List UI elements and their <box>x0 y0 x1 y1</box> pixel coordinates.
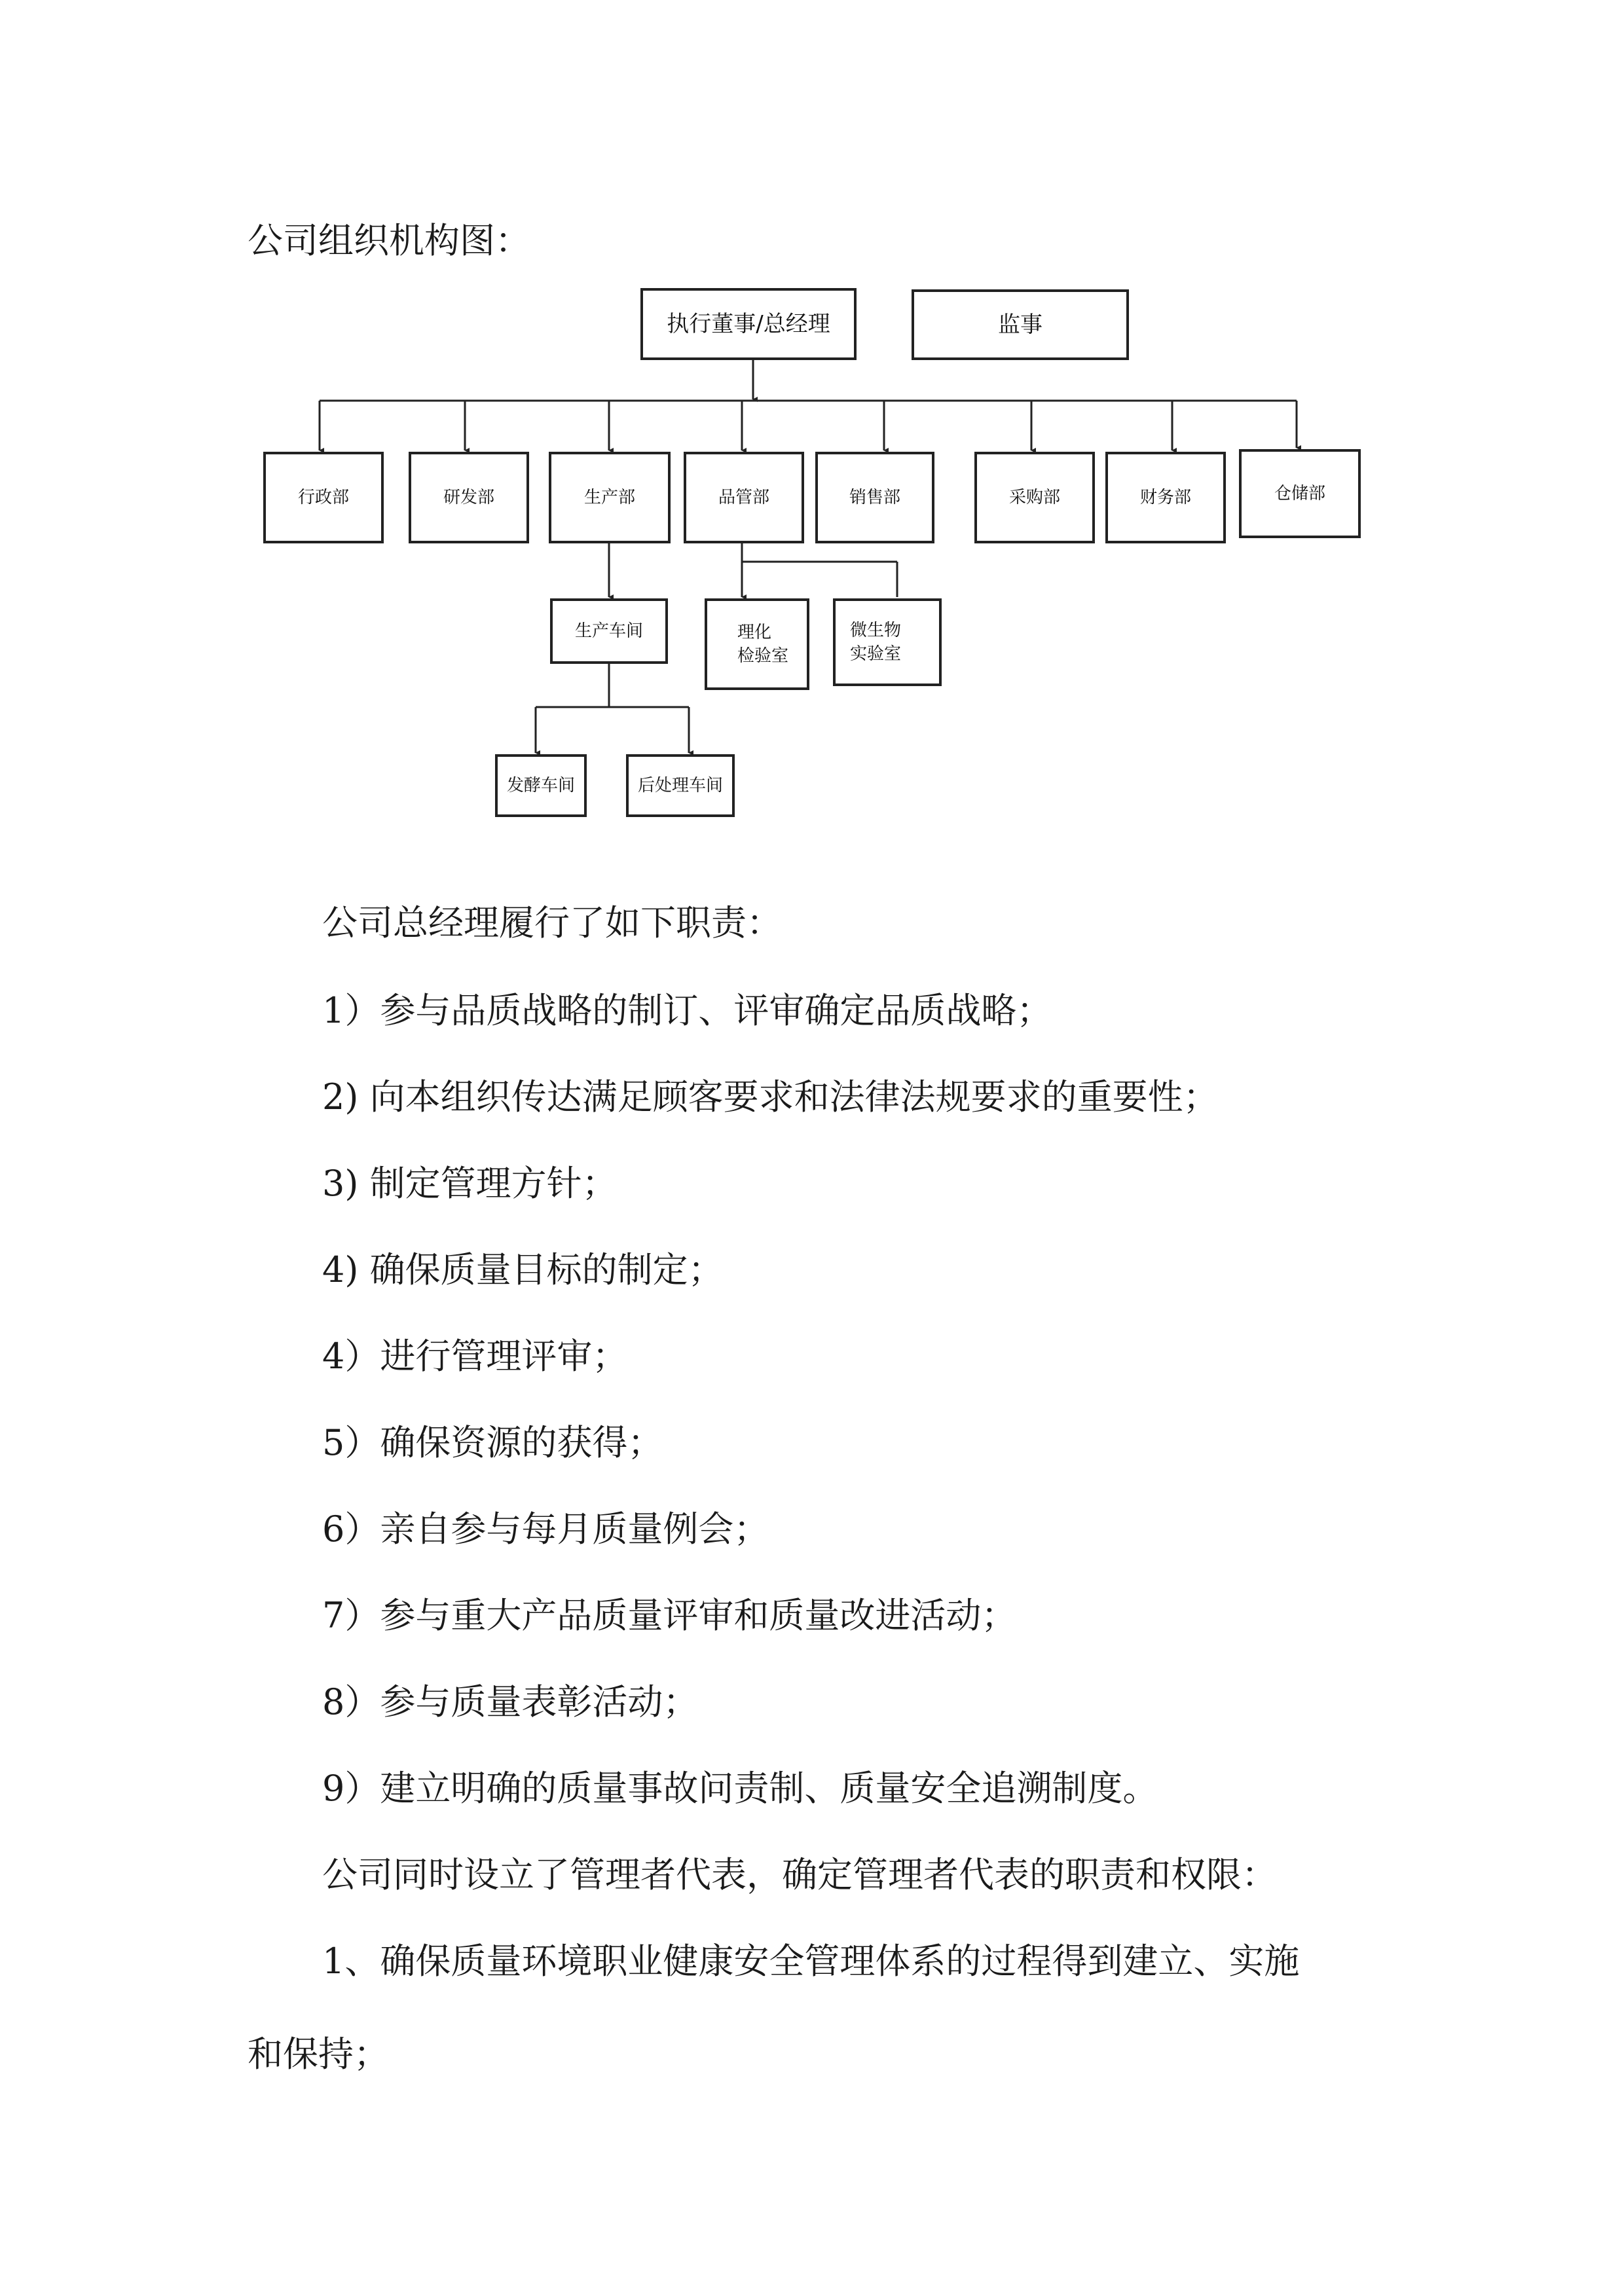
duty-item: 9）建立明确的质量事故问责制、质量安全追溯制度。 <box>322 1768 1158 1809</box>
duty-item: 4) 确保质量目标的制定； <box>322 1249 724 1290</box>
duty-item: 1）参与品质战略的制订、评审确定品质战略； <box>322 990 1052 1031</box>
duty-item: 7）参与重大产品质量评审和质量改进活动； <box>322 1595 1017 1636</box>
post-processing-workshop-box: 后处理车间 <box>626 754 735 817</box>
microbio-lab-label: 微生物 实验室 <box>850 621 902 664</box>
dept-sales-box: 销售部 <box>815 452 934 543</box>
duty-item: 3) 制定管理方针； <box>322 1163 618 1204</box>
duty-item: 8）参与质量表彰活动； <box>322 1681 699 1722</box>
dept-production-box: 生产部 <box>549 452 671 543</box>
dept-admin-box: 行政部 <box>263 452 384 543</box>
physchem-lab-box <box>705 598 809 690</box>
management-rep-item-line2: 和保持； <box>248 2033 389 2075</box>
management-rep-item-line1: 1、确保质量环境职业健康安全管理体系的过程得到建立、实施 <box>322 1941 1300 1982</box>
duty-item: 4）进行管理评审； <box>322 1336 628 1377</box>
physchem-lab-label: 理化 检验室 <box>737 623 789 666</box>
page-title: 公司组织机构图： <box>248 220 530 261</box>
dept-rnd-box: 研发部 <box>409 452 529 543</box>
org-chart-connectors <box>0 0 1624 851</box>
duties-intro: 公司总经理履行了如下职责： <box>322 902 782 943</box>
production-workshop-box: 生产车间 <box>550 598 668 664</box>
management-rep-intro: 公司同时设立了管理者代表，确定管理者代表的职责和权限： <box>322 1854 1277 1895</box>
dept-finance-box: 财务部 <box>1105 452 1226 543</box>
dept-purchasing-box: 采购部 <box>974 452 1095 543</box>
fermentation-workshop-box: 发酵车间 <box>495 754 587 817</box>
supervisor-box: 监事 <box>912 289 1129 360</box>
duty-item: 2) 向本组织传达满足顾客要求和法律法规要求的重要性； <box>322 1076 1219 1118</box>
dept-qc-box: 品管部 <box>684 452 804 543</box>
ceo-box: 执行董事/总经理 <box>640 288 857 360</box>
duty-item: 6）亲自参与每月质量例会； <box>322 1508 769 1550</box>
duty-item: 5）确保资源的获得； <box>322 1422 663 1463</box>
dept-warehouse-box: 仓储部 <box>1239 449 1361 538</box>
microbio-lab-box <box>833 598 942 686</box>
